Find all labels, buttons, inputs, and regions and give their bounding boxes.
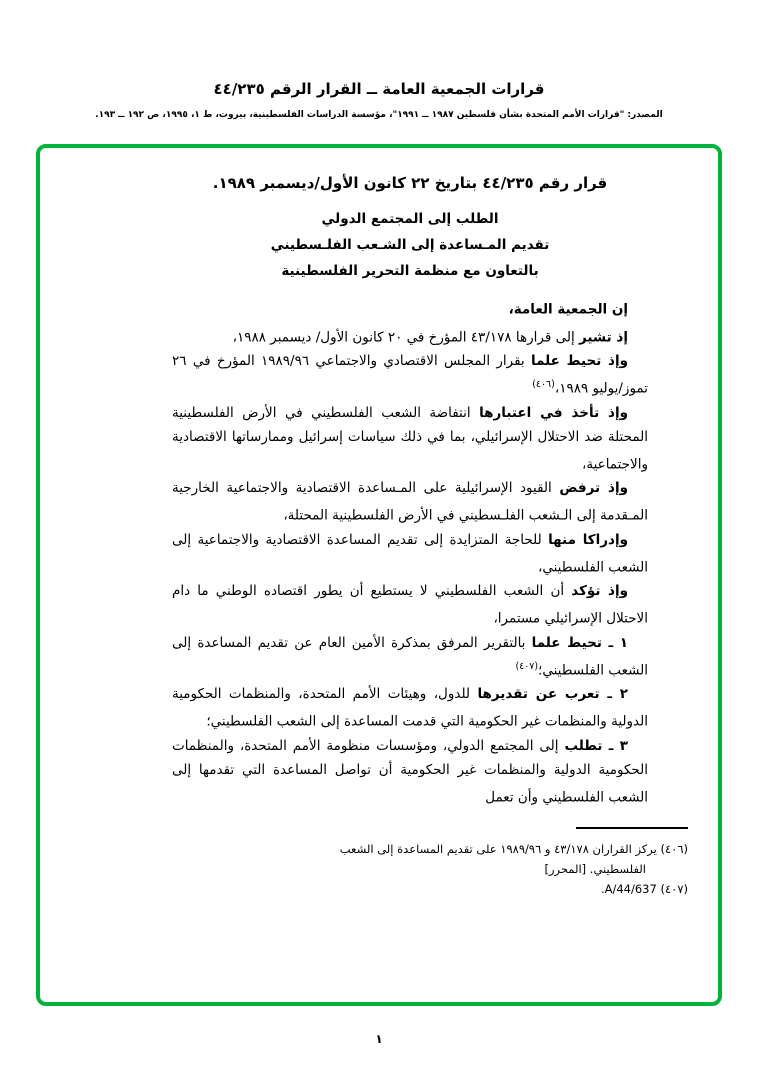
body-paragraph: [172, 294, 648, 322]
resolution-frame: [36, 144, 722, 1006]
body-paragraph: [172, 349, 648, 401]
body-paragraph: [172, 682, 648, 734]
paragraph-lead: وإدراكا منها: [548, 531, 628, 548]
body-paragraph: [172, 734, 648, 810]
footnote-ref: (٤٠٧): [515, 660, 539, 672]
footnote: (٤٠٦) يركز القراران ٤٣/١٧٨ و ١٩٨٩/٩٦ على تقديم المساعدة إلى الشعب الفلسطيني. [المحرر]: [339, 842, 688, 876]
paragraph-text: إلى قرارها ٤٣/١٧٨ المؤرخ في ٢٠ كانون الأول/ ديسمبر ١٩٨٨،: [232, 329, 580, 345]
paragraph-text: بالتقرير المرفق بمذكرة الأمين العام عن تقديم المساعدة إلى الشعب الفلسطيني؛: [172, 634, 648, 678]
footnote: (٤٠٧) A/44/637.: [600, 882, 688, 896]
source-line: المصدر: "قرارات الأمم المتحدة بشأن فلسطين ١٩٨٧ ــ ١٩٩١"، مؤسسة الدراسات الفلسطينية، بيروت، ط ١، ١٩٩٥، ص ١٩٢ ــ ١٩٣.: [95, 110, 663, 120]
page-number: ١: [375, 1032, 383, 1046]
resolution-body: [172, 294, 648, 809]
footnote-separator: [576, 827, 688, 829]
body-paragraph: [172, 528, 648, 580]
resolution-title: قرار رقم ٤٤/٢٣٥ بتاريخ ٢٢ كانون الأول/ديسمبر ١٩٨٩.: [212, 174, 608, 192]
body-paragraph: [172, 579, 648, 631]
paragraph-text: إلى المجتمع الدولي، ومؤسسات منظومة الأمم المتحدة، والمنظمات الحكومية الدولية والمنظمات غير الحكومية أن تواصل المساعدة التي تقدمها إلى الشعب الفلسطيني وأن تعمل: [172, 737, 648, 805]
paragraph-lead: ٣ ـ تطلب: [564, 737, 628, 754]
subtitle-line: بالتعاون مع منظمة التحرير الفلسطينية: [281, 263, 539, 279]
paragraph-text: للحاجة المتزايدة إلى تقديم المساعدة الاقتصادية والاجتماعية إلى الشعب الفلسطيني،: [172, 531, 648, 575]
paragraph-text: أن الشعب الفلسطيني لا يستطيع أن يطور اقتصاده الوطني ما دام الاحتلال الإسرائيلي مستمرا،: [172, 583, 648, 627]
paragraph-text: للدول، وهيئات الأمم المتحدة، والمنظمات الحكومية الدولية والمنظمات غير الحكومية التي قدمت المساعدة إلى الشعب الفلسطيني؛: [172, 686, 648, 730]
footnotes-section: [336, 827, 688, 899]
resolution-subtitle: [172, 206, 648, 284]
footnote-ref: (٤٠٦): [532, 379, 555, 390]
subtitle-line: الطلب إلى المجتمع الدولي: [321, 211, 499, 227]
paragraph-lead: إذ تشير: [579, 329, 628, 345]
paragraph-text: بقرار المجلس الاقتصادي والاجتماعي ١٩٨٩/٩٦ المؤرخ في ٢٦ تموز/يوليو ١٩٨٩،: [172, 353, 648, 397]
page-title: قرارات الجمعية العامة ــ القرار الرقم ٤٤/٢٣٥: [213, 80, 545, 98]
paragraph-lead: وإذ تؤكد: [571, 583, 628, 599]
paragraph-lead: وإذ تحيط علما: [531, 353, 628, 369]
body-paragraph: [172, 631, 648, 683]
paragraph-text: انتفاضة الشعب الفلسطيني في الأرض الفلسطينية المحتلة ضد الاحتلال الإسرائيلي، بما في ذلك سياسات إسرائيل وممارساتها الاقتصادية والاجتماعية،: [172, 404, 648, 472]
paragraph-lead: ١ ـ تحيط علما: [531, 634, 628, 651]
body-paragraph: [172, 401, 648, 477]
resolution-content: [172, 174, 688, 899]
body-paragraph: [172, 476, 648, 528]
body-paragraph: [172, 322, 648, 350]
paragraph-lead: إن الجمعية العامة،: [508, 301, 628, 318]
paragraph-lead: ٢ ـ تعرب عن تقديرها: [477, 686, 628, 702]
document-header: [0, 0, 758, 120]
paragraph-lead: وإذ ترفض: [559, 480, 628, 496]
paragraph-lead: وإذ تأخذ في اعتبارها: [479, 404, 628, 421]
subtitle-line: تقديم المـساعدة إلى الشـعب الفلـسطيني: [270, 237, 550, 253]
paragraph-text: القيود الإسرائيلية على المـساعدة الاقتصادية والاجتماعية الخارجية المـقدمة إلى الـشعب الفلـسطيني في الأرض الفلسطينية المحتلة،: [172, 480, 648, 524]
